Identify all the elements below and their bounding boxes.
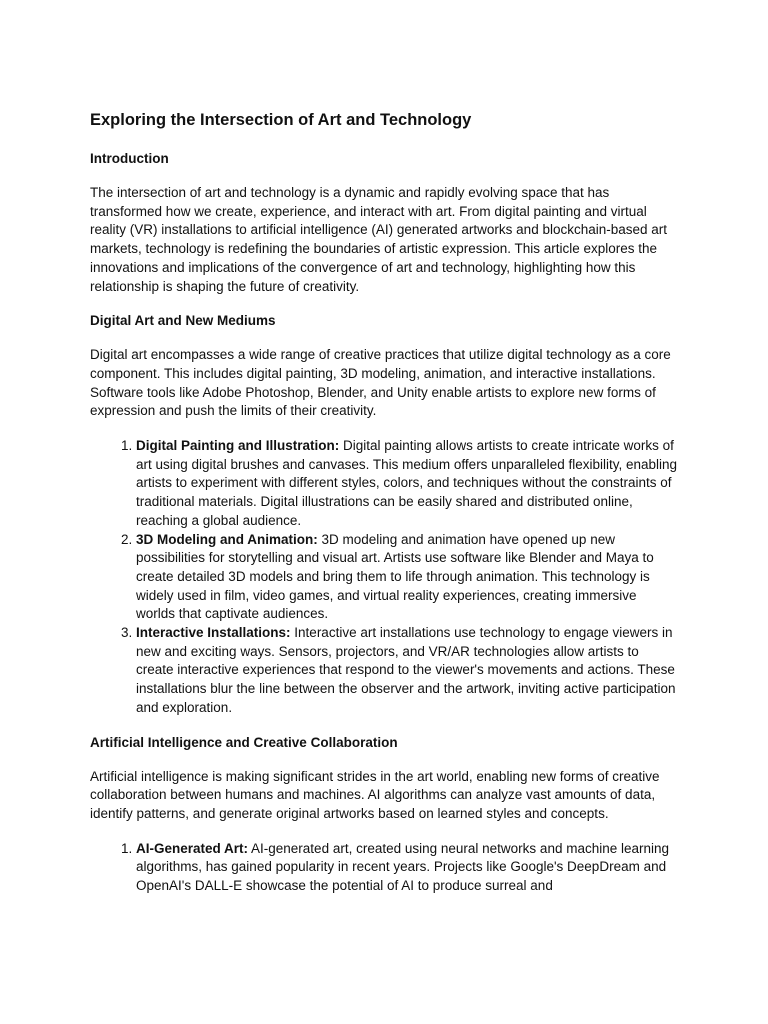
introduction-paragraph: The intersection of art and technology is a dynamic and rapidly evolving space that has transformed how we create, experience, and interact with art. From digital painting and virtual reality (VR) installations to artificial intelligence (AI) generated artworks and blockchain-based art markets, technology is redefining the boundaries of artistic expression. This article explores the innovations and implications of the convergence of art and technology, highlighting how this relationship is shaping the future of creativity. <box>90 185 668 294</box>
list-item <box>136 531 678 625</box>
digital-art-list <box>90 437 678 718</box>
list-item-term: Interactive Installations: <box>136 625 291 641</box>
digital-art-paragraph: Digital art encompasses a wide range of creative practices that utilize digital technology as a core component. This includes digital painting, 3D modeling, animation, and interactive installations. Software tools like Adobe Photoshop, Blender, and Unity enable artists to explore new forms of expression and push the limits of their creativity. <box>90 347 671 419</box>
list-item-term: 3D Modeling and Animation: <box>136 531 318 547</box>
list-item-text: AI-generated art, created using neural networks and machine learning algorithms, has gained popularity in recent years. Projects like Google's DeepDream and OpenAI's DALL-E showcase the potential of AI to produce surreal and <box>136 840 670 894</box>
list-item <box>136 624 678 718</box>
list-item-text: Interactive art installations use technology to engage viewers in new and exciting ways. Sensors, projectors, and VR/AR technologies allow artists to create interactive experiences that respond to the viewer's movements and actions. These installations blur the line between the observer and the artwork, inviting active participation and exploration. <box>136 625 676 715</box>
ai-paragraph: Artificial intelligence is making significant strides in the art world, enabling new forms of creative collaboration between humans and machines. AI algorithms can analyze vast amounts of data, identify patterns, and generate original artworks based on learned styles and concepts. <box>90 768 660 821</box>
list-item <box>136 437 678 531</box>
list-item-term: AI-Generated Art: <box>136 840 249 856</box>
section-heading-ai: Artificial Intelligence and Creative Collaboration <box>90 734 398 750</box>
section-heading-introduction: Introduction <box>90 151 169 166</box>
list-item-text: Digital painting allows artists to create intricate works of art using digital brushes and canvases. This medium offers unparalleled flexibility, enabling artists to experiment with different styles, colors, and techniques without the constraints of traditional materials. Digital illustrations can be easily shared and distributed online, reaching a global audience. <box>136 438 678 528</box>
ai-list <box>90 840 678 896</box>
section-heading-digital-art: Digital Art and New Mediums <box>90 313 276 329</box>
list-item-text: 3D modeling and animation have opened up new possibilities for storytelling and visual art. Artists use software like Blender and Maya to create detailed 3D models and bring them to life through animation. This technology is widely used in film, video games, and virtual reality experiences, creating immersive worlds that captivate audiences. <box>136 531 654 622</box>
list-item-term: Digital Painting and Illustration: <box>136 438 340 454</box>
document-title: Exploring the Intersection of Art and Technology <box>90 111 472 129</box>
list-item <box>136 840 678 896</box>
